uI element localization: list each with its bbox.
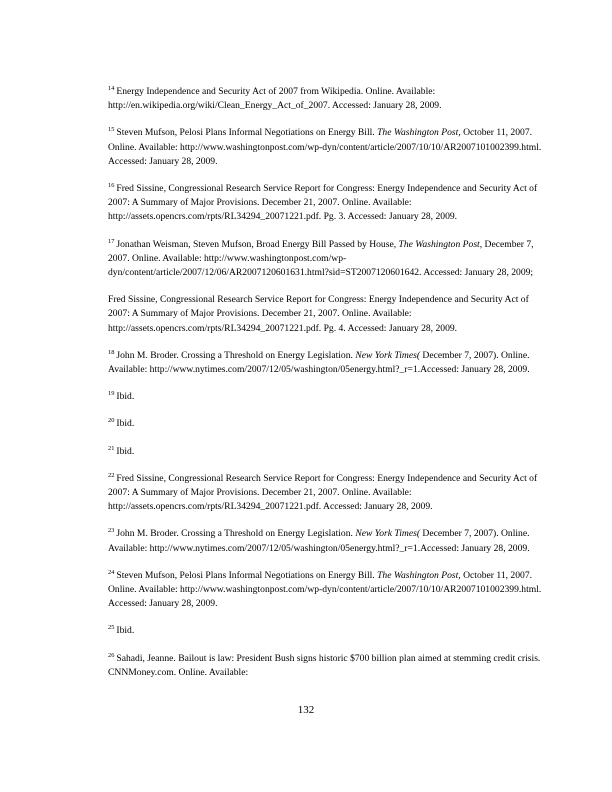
footnote [108,472,548,515]
footnote-text: Steven Mufson, Pelosi Plans Informal Negotiations on Energy Bill. [116,569,378,581]
footnote-text-tail: December 7, 2007. Online. Available: http://www.washingtonpost.com/wp-dyn/content/article/2007/12/06/AR2007120601631.html?sid=ST2007120601642. Accessed: January 28, 2009; [108,238,534,279]
footnote-number: 19 [108,390,115,398]
footnote-italic-title: New York Times( [355,528,421,540]
footnote-text: Steven Mufson, Pelosi Plans Informal Negotiations on Energy Bill. [116,127,378,139]
footnote-text: John M. Broder. Crossing a Threshold on Energy Legislation. [116,349,356,361]
footnote-text-tail: October 11, 2007. Online. Available: http://www.washingtonpost.com/wp-dyn/content/article/2007/10/10/AR2007101002399.html. Accessed: January 28, 2009. [108,127,542,167]
footnote-text: Ibid. [116,445,135,457]
footnote [108,527,548,555]
footnote-text-tail: December 7, 2007). Online. Available: http://www.nytimes.com/2007/12/05/washington/05energy.html?_r=1.Accessed: January 28, 2009. [108,349,530,376]
footnote-number: 24 [108,568,115,576]
footnote-continuation [108,293,548,336]
page-number: 132 [297,704,315,716]
footnote [108,569,548,612]
footnote-number: 21 [108,444,115,452]
footnote-italic-title: The Washington Post, [377,569,461,581]
footnote [108,182,548,225]
footnote-text: Ibid. [116,625,135,637]
footnote-number: 16 [108,182,115,190]
footnote-number: 18 [108,348,115,356]
footnote-text: Ibid. [116,391,135,403]
footnote-text: Sahadi, Jeanne. Bailout is law: President Bush signs historic $700 billion plan aimed at stemming credit crisis. CNNMoney.com. Online. Available: [108,652,541,678]
footnote-text: Energy Independence and Security Act of 2007 from Wikipedia. Online. Available: http://en.wikipedia.org/wiki/Clean_Energy_Act_of_2007. Accessed: January 28, 2009. [108,86,442,112]
footnote-number: 23 [108,527,115,535]
footnote-italic-title: The Washington Post, [377,127,461,139]
footnote-italic-title: New York Times( [355,349,421,361]
footnote-text-tail: October 11, 2007. Online. Available: http://www.washingtonpost.com/wp-dyn/content/article/2007/10/10/AR2007101002399.html. Accessed: January 28, 2009. [108,569,542,610]
footnote-text: Jonathan Weisman, Steven Mufson, Broad Energy Bill Passed by House, [116,238,399,250]
footnote-text-tail: December 7, 2007). Online. Available: http://www.nytimes.com/2007/12/05/washington/05energy.html?_r=1.Accessed: January 28, 2009. [108,528,530,554]
footnote [108,652,548,680]
footnote-number: 20 [108,417,115,425]
footnote [108,624,548,638]
footnote [108,417,548,431]
footnote [108,126,548,169]
footnote-text: Ibid. [116,418,135,430]
footnote-number: 26 [108,651,115,659]
footnote-italic-title: The Washington Post, [398,238,483,250]
footnote-number: 14 [108,85,115,92]
footnotes-list [108,85,548,680]
footnote [108,445,548,459]
footnote-text: John M. Broder. Crossing a Threshold on Energy Legislation. [116,528,356,540]
footnote-number: 17 [108,237,115,245]
footnote [108,349,548,377]
footnote-text: Fred Sissine, Congressional Research Service Report for Congress: Energy Independence and Security Act of 2007: A Summary of Major Provisions. December 21, 2007. Online. Available: http://assets.opencrs.com/rpts/RL34294_20071221.pdf. Pg. 4. Accessed: January 28, 2009. [108,294,529,334]
footnote-number: 25 [108,624,115,632]
footnote [108,238,548,281]
footnote-number: 22 [108,471,115,479]
footnote-text: Fred Sissine, Congressional Research Service Report for Congress: Energy Independence and Security Act of 2007: A Summary of Major Provisions. December 21, 2007. Online. Available: http://assets.opencrs.com/rpts/RL34294_20071221.pdf. Accessed: January 28, 2009. [108,472,538,513]
footnote [108,85,548,113]
footnote [108,390,548,404]
footnote-text: Fred Sissine, Congressional Research Service Report for Congress: Energy Independence and Security Act of 2007: A Summary of Major Provisions. December 21, 2007. Online. Available: http://assets.opencrs.com/rpts/RL34294_20071221.pdf. Pg. 3. Accessed: January 28, 2009. [108,183,538,223]
footnote-number: 15 [108,126,115,134]
